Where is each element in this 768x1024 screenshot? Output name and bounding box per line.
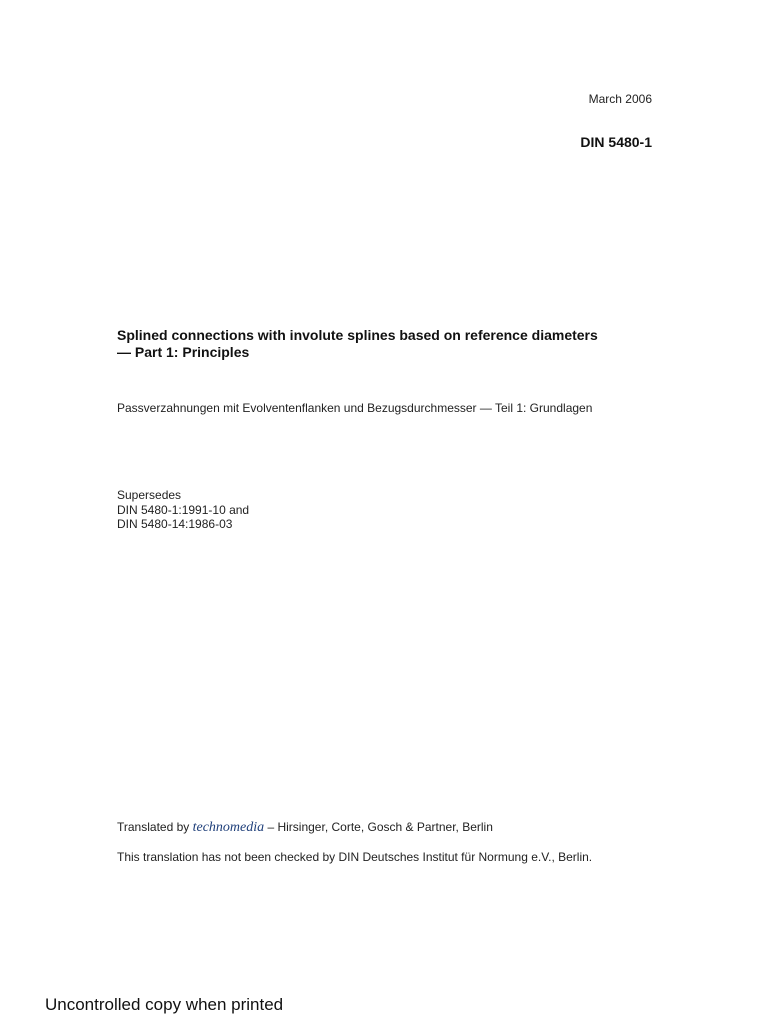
document-subtitle-german: Passverzahnungen mit Evolventenflanken und Bezugsdurchmesser — Teil 1: Grundlagen [117,401,593,415]
document-date: March 2006 [588,92,652,106]
translation-credit [117,820,493,836]
translator-brand-logo: technomedia [192,820,265,835]
translation-prefix: Translated by [117,820,193,834]
document-title [117,327,637,361]
supersedes-block [117,488,249,532]
uncontrolled-copy-notice: Uncontrolled copy when printed [45,995,284,1014]
translation-suffix: – Hirsinger, Corte, Gosch & Partner, Berlin [264,820,493,834]
supersedes-label: Supersedes [117,488,182,502]
supersedes-item: DIN 5480-14:1986-03 [117,517,233,531]
document-title-line-2: — Part 1: Principles [117,344,250,360]
supersedes-item: DIN 5480-1:1991-10 and [117,502,250,517]
document-title-line-1: Splined connections with involute splines based on reference diameters [117,327,598,343]
translation-disclaimer: This translation has not been checked by DIN Deutsches Institut für Normung e.V., Berlin. [117,850,593,864]
document-number: DIN 5480-1 [580,134,652,150]
